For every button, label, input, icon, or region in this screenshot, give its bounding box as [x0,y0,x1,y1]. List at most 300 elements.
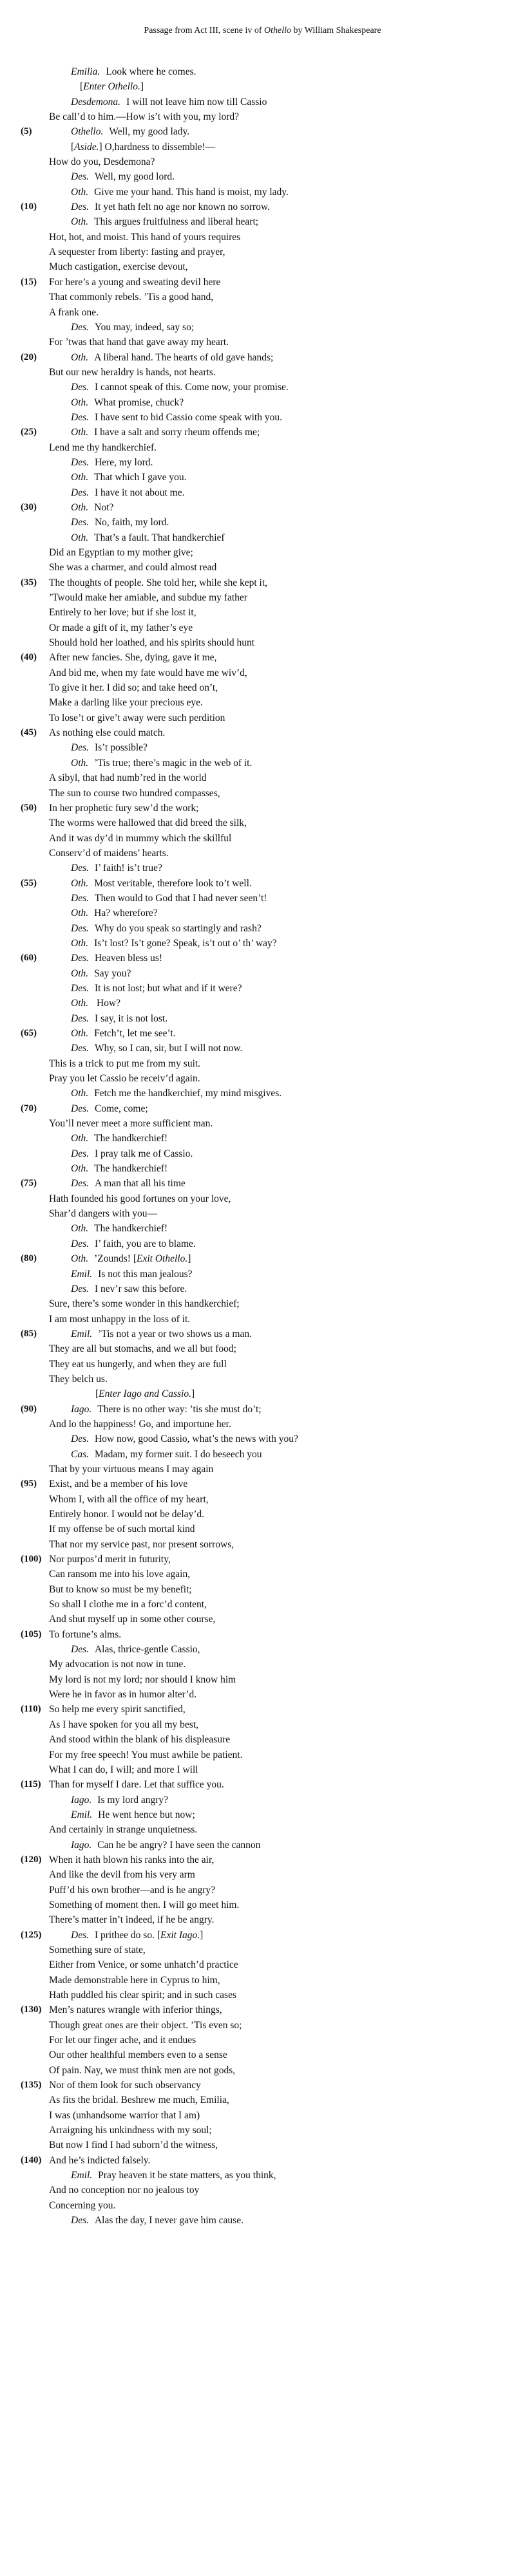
verse-line [0,2108,525,2123]
line-text [49,1943,146,1957]
verse-text: Fetch me the handkerchief, my mind misgives. [94,1088,282,1099]
verse-line [0,1312,525,1327]
stage-bracket: ] [200,1929,204,1941]
verse-text: Alas the day, I never gave him cause. [94,2215,243,2226]
verse-text: For my free speech! You must awhile be patient. [49,1749,243,1760]
stage-bracket: [ [95,1388,99,1400]
line-text [49,1627,121,1642]
speaker-name: Oth. [71,877,89,889]
verse-line [0,1221,525,1236]
line-number: (45) [21,727,37,738]
verse-line [0,1567,525,1582]
line-text [49,846,169,861]
line-text [49,1597,207,1612]
verse-text: And certainly in strange unquietness. [49,1824,198,1836]
verse-text: But now I find I had suborn’d the witness, [49,2140,218,2151]
verse-line [0,365,525,380]
line-text [71,756,252,770]
line-text [80,79,144,94]
speaker-name: Emil. [71,1328,93,1339]
verse-text: Make a darling like your precious eye. [49,697,203,709]
verse-text: Look where he comes. [106,66,196,77]
verse-text: Whom I, with all the office of my heart, [49,1493,209,1505]
verse-line [0,1176,525,1191]
verse-text: Men’s natures wrangle with inferior things, [49,2004,222,2016]
line-number: (130) [21,2004,42,2015]
verse-line [0,305,525,320]
verse-text: That commonly rebels. ’Tis a good hand, [49,292,214,303]
line-text [49,560,216,575]
verse-line [0,1251,525,1266]
line-text [49,770,207,785]
verse-line [0,395,525,410]
verse-text: I’ faith, you are to blame. [94,1238,196,1249]
verse-line [0,1732,525,1747]
verse-line [0,2002,525,2017]
verse-line [0,891,525,906]
line-text [49,290,213,304]
verse-text: Is my lord angry? [97,1794,169,1806]
line-text [49,711,225,725]
line-text [49,1867,195,1882]
verse-line [0,1477,525,1491]
stage-direction: Exit Iago. [160,1929,200,1941]
verse-line [0,1191,525,1206]
verse-text: Can he be angry? I have seen the cannon [97,1839,261,1851]
line-text [49,1296,240,1311]
speaker-name: Desdemona. [71,96,121,107]
verse-line [0,230,525,245]
verse-text: Our other healthful members even to a sense [49,2049,227,2061]
verse-text: Madam, my former suit. I do beseech you [95,1448,262,1460]
verse-line [0,861,525,875]
verse-text: It is not lost; but what and if it were? [94,982,242,994]
verse-text: If my offense be of such mortal kind [49,1524,195,1535]
verse-line [0,1357,525,1372]
verse-lines [0,64,525,2228]
verse-text: I prithee do so. [ [94,1929,160,1941]
line-text [49,1762,198,1777]
speaker-name: Des. [71,1103,89,1114]
line-text [49,1116,213,1131]
verse-line [0,1612,525,1627]
speaker-name: Othello. [71,126,104,138]
line-text [71,906,158,920]
verse-line [0,2078,525,2093]
line-number: (85) [21,1328,37,1339]
line-text [71,1011,167,1026]
title-author: by William Shakespeare [293,26,381,35]
speaker-name: Des. [71,1433,89,1445]
verse-text: And lo the happiness! Go, and importune her. [49,1418,231,1430]
verse-text: Puff’d his own brother—and is he angry? [49,1884,215,1896]
line-text [49,154,155,169]
line-number: (110) [21,1704,41,1715]
speaker-name: Oth. [71,1163,89,1175]
verse-text: Something of moment then. I will go meet him. [49,1899,240,1910]
speaker-name: Iago. [71,1839,92,1851]
verse-text: Lend me thy handkerchief. [49,442,157,453]
line-text [49,666,247,680]
line-text [49,1522,195,1536]
verse-text: Much castigation, exercise devout, [49,261,188,273]
line-text [71,1793,168,1807]
verse-text: I pray talk me of Cassio. [94,1148,193,1159]
verse-text: That’s a fault. That handkerchief [94,532,225,543]
line-text [71,861,162,875]
line-text [71,500,113,515]
verse-text: Come, come; [94,1103,148,1114]
speaker-name: Des. [71,411,89,423]
verse-line [0,1807,525,1822]
speaker-name: Oth. [71,397,89,408]
line-number: (70) [21,1103,37,1114]
verse-text: I will not leave him now till Cassio [126,96,267,107]
line-text [49,2033,196,2048]
verse-text: I cannot speak of this. Come now, your promise. [94,382,289,393]
line-text [49,816,247,830]
verse-text: For let our finger ache, and it endues [49,2035,196,2046]
line-text [71,530,225,545]
verse-text: Heaven bless us! [94,953,163,964]
verse-text: A man that all his time [94,1178,186,1190]
verse-line [0,95,525,109]
line-text [71,1432,298,1446]
verse-line [0,1116,525,1131]
verse-line [0,1777,525,1792]
line-text [49,1071,200,1086]
speaker-name: Oth. [71,1088,89,1099]
line-number: (95) [21,1479,37,1489]
line-text [49,2063,235,2078]
line-text [71,455,153,470]
verse-line [0,801,525,816]
verse-text: Or made a gift of it, my father’s eye [49,622,193,633]
line-number: (80) [21,1253,37,1264]
line-number: (50) [21,802,37,813]
line-text [71,1131,167,1146]
line-text [49,2108,200,2123]
line-text [49,2138,218,2152]
speaker-name: Des. [71,517,89,528]
line-number: (65) [21,1028,37,1038]
line-text [71,124,189,139]
verse-line [0,64,525,79]
verse-line [0,124,525,139]
verse-line [0,1341,525,1356]
line-text [49,1612,215,1627]
verse-line [0,335,525,350]
line-text [71,64,196,79]
line-text [49,2078,201,2093]
verse-line [0,2168,525,2183]
verse-line [0,666,525,680]
verse-text: Nor of them look for such observancy [49,2080,201,2091]
speaker-name: Des. [71,456,89,468]
line-number: (105) [21,1629,42,1639]
verse-text: Why, so I can, sir, but I will not now. [94,1043,243,1054]
line-text [95,1386,195,1401]
line-text [49,335,229,350]
line-number: (25) [21,427,37,438]
verse-line [0,515,525,530]
speaker-name: Des. [71,922,89,934]
line-text [71,966,131,981]
verse-text: How now, good Cassio, what’s the news with you? [94,1433,298,1445]
line-text [49,680,218,695]
verse-line [0,1702,525,1717]
verse-line [0,1912,525,1927]
verse-line [0,575,525,590]
verse-line [0,259,525,274]
verse-line [0,1071,525,1086]
speaker-name: Emil. [71,2170,93,2181]
verse-text: I say, it is not lost. [94,1013,168,1024]
verse-line [0,1386,525,1401]
verse-line [0,1867,525,1882]
verse-text: ’Tis not a year or two shows us a man. [98,1328,252,1339]
verse-line [0,711,525,725]
verse-line [0,680,525,695]
verse-line [0,936,525,951]
line-text [49,1687,196,1702]
verse-text: It yet hath felt no age nor known no sorrow. [94,201,270,213]
verse-line [0,1447,525,1462]
verse-text: In her prophetic fury sew’d the work; [49,802,199,814]
speaker-name: Emilia. [71,66,100,77]
line-text [71,996,120,1011]
verse-line [0,470,525,485]
line-text [71,395,184,410]
line-text [71,1807,195,1822]
verse-text: They belch us. [49,1373,108,1385]
verse-text: I have it not about me. [94,487,185,498]
verse-line [0,290,525,304]
verse-text: So help me every spirit sanctified, [49,1704,186,1715]
line-text [49,1357,227,1372]
line-text [49,1462,213,1477]
speaker-name: Oth. [71,472,89,483]
line-text [49,1853,214,1867]
speaker-name: Oth. [71,1253,89,1265]
verse-text: Then would to God that I had never seen’t! [94,892,267,904]
line-text [49,1732,230,1747]
verse-text: And shut myself up in some other course, [49,1614,216,1625]
speaker-name: Emil. [71,1268,93,1280]
line-text [49,230,240,245]
line-text [71,1447,262,1462]
line-text [49,259,188,274]
verse-text: Exist, and be a member of his love [49,1479,188,1490]
verse-line [0,109,525,124]
line-text [71,1176,186,1191]
verse-line [0,1838,525,1853]
verse-text: And it was dy’d in mummy which the skillful [49,832,232,844]
line-number: (20) [21,351,37,362]
line-text [71,320,194,335]
speaker-name: Oth. [71,351,89,363]
verse-text: The thoughts of people. She told her, while she kept it, [49,577,268,588]
line-text [71,380,289,395]
verse-line [0,560,525,575]
verse-text: I was (unhandsome warrior that I am) [49,2109,200,2121]
line-text [49,1507,204,1522]
line-text [49,1537,234,1552]
line-text [71,515,169,530]
line-text [49,650,216,665]
line-number: (10) [21,201,37,212]
stage-bracket: [ [71,141,75,153]
verse-line [0,635,525,650]
line-text [71,1101,148,1116]
verse-text: Hot, hot, and moist. This hand of yours requires [49,231,241,243]
verse-line [0,2183,525,2198]
speaker-name: Oth. [71,1028,89,1039]
verse-line [0,79,525,94]
line-text [49,1777,224,1792]
line-number: (100) [21,1554,42,1565]
verse-line [0,1237,525,1251]
verse-text: My advocation is not now in tune. [49,1659,186,1670]
verse-text: A frank one. [49,306,99,318]
line-text [71,95,267,109]
line-number: (140) [21,2154,42,2165]
verse-line [0,1492,525,1507]
speaker-name: Des. [71,321,89,333]
verse-text: For here’s a young and sweating devil here [49,276,221,288]
speaker-name: Des. [71,201,89,213]
verse-line [0,214,525,229]
line-text [49,1672,236,1687]
verse-line [0,1898,525,1912]
line-text [49,1372,108,1386]
line-number: (40) [21,652,37,663]
line-number: (90) [21,1403,37,1414]
speaker-name: Oth. [71,937,89,949]
verse-text: How? [94,998,121,1009]
verse-line [0,1041,525,1056]
verse-text: How do you, Desdemona? [49,156,155,168]
verse-text: Hath puddled his clear spirit; and in such cases [49,1990,236,2001]
verse-line [0,1597,525,1612]
speaker-name: Des. [71,487,89,498]
stage-direction: Exit Othello. [137,1253,188,1265]
verse-line [0,425,525,440]
line-text [49,2002,222,2017]
line-text [49,605,196,620]
verse-line [0,1973,525,1988]
line-text [49,440,157,455]
verse-text: Did an Egyptian to my mother give; [49,547,193,558]
line-text [71,1146,193,1161]
speaker-name: Oth. [71,1223,89,1235]
line-number: (120) [21,1854,42,1865]
line-text [71,1327,252,1341]
verse-line [0,320,525,335]
verse-line [0,650,525,665]
verse-line [0,275,525,290]
stage-bracket: [ [80,81,84,93]
verse-text: Most veritable, therefore look to’t well. [94,877,252,889]
line-text [71,1928,203,1943]
line-text [71,1838,260,1853]
speaker-name: Oth. [71,216,89,228]
verse-line [0,1282,525,1296]
verse-text: Sure, there’s some wonder in this handkerchief; [49,1298,240,1310]
verse-line [0,154,525,169]
verse-line [0,1657,525,1672]
verse-line [0,380,525,395]
verse-text: Hath founded his good fortunes on your love, [49,1193,231,1204]
line-text [49,1056,200,1071]
stage-direction: Aside. [74,141,99,153]
verse-line [0,1522,525,1536]
speaker-name: Des. [71,1178,89,1190]
verse-text: Either from Venice, or some unhatch’d practice [49,1959,238,1971]
stage-direction: Enter Iago and Cassio. [99,1388,191,1400]
verse-text: Shar’d dangers with you— [49,1208,158,1220]
verse-text: Not? [94,501,114,513]
verse-text: As I have spoken for you all my best, [49,1719,199,1730]
verse-text: Is’t possible? [94,742,148,754]
verse-text: A sibyl, that had numb’red in the world [49,772,207,784]
line-text [49,2018,242,2033]
verse-line [0,185,525,200]
verse-text: The handkerchief! [94,1163,168,1175]
verse-line [0,530,525,545]
line-text [49,1898,239,1912]
verse-text: As fits the bridal. Beshrew me much, Emilia, [49,2095,229,2106]
verse-text: What promise, chuck? [94,397,184,408]
verse-line [0,906,525,920]
verse-line [0,2213,525,2228]
verse-line [0,1026,525,1041]
verse-line [0,1537,525,1552]
line-number: (5) [21,126,32,137]
verse-text: The sun to course two hundred compasses, [49,787,220,799]
line-text [71,891,267,906]
verse-text: The worms were hallowed that did breed the silk, [49,817,247,829]
verse-text: Is not this man jealous? [98,1268,193,1280]
line-number: (115) [21,1779,41,1790]
verse-text: He went hence but now; [98,1809,195,1820]
line-text [49,275,220,290]
line-text [71,1642,200,1657]
verse-text: I’ faith! is’t true? [94,863,162,874]
verse-text: Is’t lost? Is’t gone? Speak, is’t out o’ th’ way? [94,937,277,949]
verse-line [0,485,525,500]
verse-text: Give me your hand. This hand is moist, my lady. [94,186,289,198]
verse-text: Were he in favor as in humor alter’d. [49,1689,197,1701]
verse-line [0,1762,525,1777]
verse-line [0,921,525,936]
line-text [71,200,270,214]
verse-line [0,951,525,966]
verse-text: So shall I clothe me in a forc’d content, [49,1599,207,1610]
verse-text: She was a charmer, and could almost read [49,562,217,574]
line-text [49,1191,231,1206]
verse-line [0,831,525,846]
verse-line [0,245,525,259]
verse-text: Fetch’t, let me see’t. [94,1028,176,1039]
verse-line [0,1507,525,1522]
line-number: (55) [21,877,37,888]
line-text [49,1748,242,1762]
verse-text: And like the devil from his very arm [49,1869,195,1881]
line-number: (75) [21,1178,37,1189]
line-text [49,1206,157,1221]
verse-line [0,1372,525,1386]
